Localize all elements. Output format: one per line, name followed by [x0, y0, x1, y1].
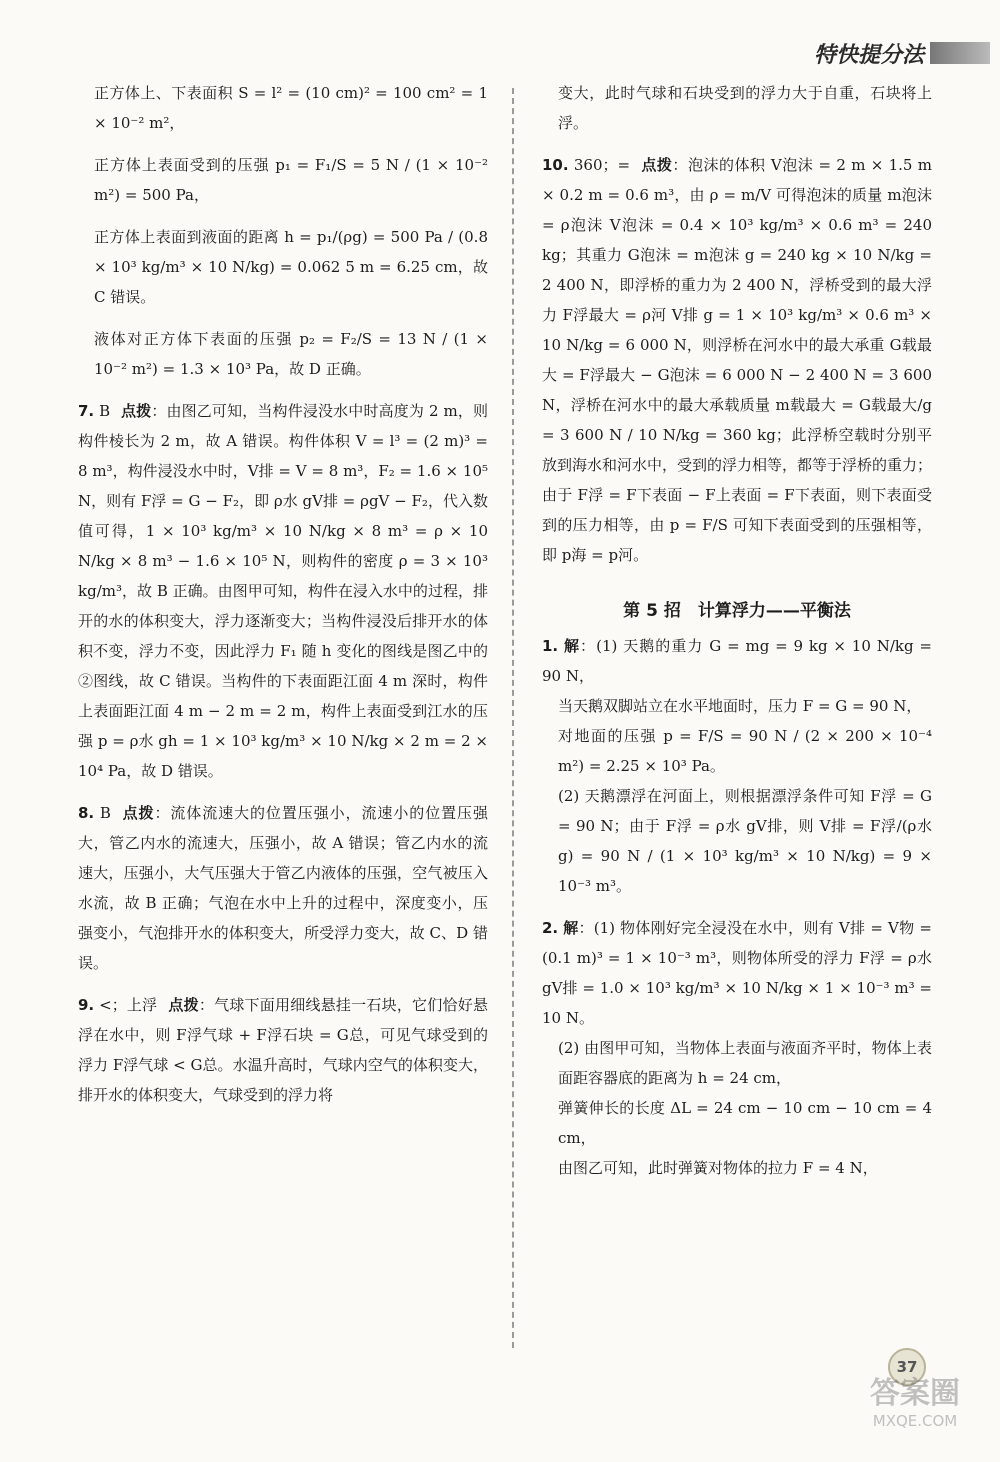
solution-1 — [542, 631, 932, 691]
question-7-answer: B — [99, 402, 111, 420]
brand-bar — [930, 42, 990, 64]
question-7-number: 7. — [78, 402, 95, 420]
question-7-tip: 点拨 — [121, 402, 152, 420]
question-8-text: ：流体流速大的位置压强小，流速小的位置压强大，管乙内水的流速大，压强小，故 A 错误；管乙内水的流速大，压强小，大气压强大于管乙内液体的压强，空气被压入水流，故 B 正确；气泡在水中上升的过程中，深度变小，压强变小，气泡排开水的体积变大，所受浮力变大，故 C、D 错误。 — [78, 804, 488, 972]
page-number-badge: 37 — [888, 1348, 926, 1386]
question-9-number: 9. — [78, 996, 95, 1014]
solution-2-line-3: 弹簧伸长的长度 ΔL = 24 cm − 10 cm − 10 cm = 4 cm， — [558, 1099, 932, 1147]
solution-1-line-4: (2) 天鹅漂浮在河面上，则根据漂浮条件可知 F浮 = G = 90 N；由于 F浮 = ρ水 gV排，则 V排 = F浮/(ρ水 g) = 90 N / (1 × 10³ kg/m³ × 10 N/kg) = 9 × 10⁻³ m³。 — [558, 787, 932, 895]
solution-2-line-2: (2) 由图甲可知，当物体上表面与液面齐平时，物体上表面距容器底的距离为 h = 24 cm， — [558, 1039, 932, 1087]
question-9-answer: <；上浮 — [99, 996, 158, 1014]
question-7 — [78, 396, 488, 786]
solution-1-label: 解 — [563, 637, 581, 655]
watermark-logo-small: MXQE.COM — [872, 1412, 958, 1430]
watermark-logo — [860, 1364, 970, 1434]
left-line-2: 正方体上表面受到的压强 p₁ = F₁/S = 5 N / (1 × 10⁻² m²) = 500 Pa， — [94, 156, 488, 204]
solution-1-line-3: 对地面的压强 p = F/S = 90 N / (2 × 200 × 10⁻⁴ m²) = 2.25 × 10³ Pa。 — [558, 727, 932, 775]
question-8-answer: B — [99, 804, 111, 822]
question-9 — [78, 990, 488, 1110]
question-9-continued: 变大，此时气球和石块受到的浮力大于自重，石块将上浮。 — [558, 84, 932, 132]
question-7-text: ：由图乙可知，当构件浸没水中时高度为 2 m，则构件棱长为 2 m，故 A 错误。构件体积 V = l³ = (2 m)³ = 8 m³，构件浸没水中时，V排 = V = 8 m³，F₂ = 1.6 × 10⁵ N，则有 F浮 = G − F₂，即 ρ水 gV排 = ρgV − F₂，代入数值可得，1 × 10³ kg/m³ × 10 N/kg × 8 m³ = ρ × 10 N/kg × 8 m³ − 1.6 × 10⁵ N，则构件的密度 ρ = 3 × 10³ kg/m³，故 B 正确。由图甲可知，构件在浸入水中的过程，排开的水的体积变大，浮力逐渐变大；当构件浸没后排开水的体积不变，浮力不变，因此浮力 F₁ 随 h 变化的图线是图乙中的②图线，故 C 错误。当构件的下表面距江面 4 m 深时，构件上表面距江面 4 m − 2 m = 2 m，构件上表面受到江水的压强 p = ρ水 gh = 1 × 10³ kg/m³ × 10 N/kg × 2 m = 2 × 10⁴ Pa，故 D 错误。 — [78, 402, 488, 780]
right-column — [542, 78, 932, 1183]
section-title: 第 5 招 计算浮力——平衡法 — [623, 601, 851, 621]
solution-2 — [542, 913, 932, 1033]
left-line-1: 正方体上、下表面积 S = l² = (10 cm)² = 100 cm² = 1 × 10⁻² m²， — [94, 84, 488, 132]
solution-2-label: 解 — [563, 919, 579, 937]
solution-2-part-1: ：(1) 物体刚好完全浸没在水中，则有 V排 = V物 = (0.1 m)³ = 1 × 10⁻³ m³，则物体所受的浮力 F浮 = ρ水 gV排 = 1.0 × 10³ kg/m³ × 10 N/kg × 1 × 10⁻³ m³ = 10 N。 — [542, 919, 932, 1027]
solution-2-number: 2. — [542, 919, 559, 937]
question-8 — [78, 798, 488, 978]
left-line-3: 正方体上表面到液面的距离 h = p₁/(ρg) = 500 Pa / (0.8 × 10³ kg/m³ × 10 N/kg) = 0.062 5 m = 6.25 cm，故 C 错误。 — [94, 228, 488, 306]
left-line-4: 液体对正方体下表面的压强 p₂ = F₂/S = 13 N / (1 × 10⁻² m²) = 1.3 × 10³ Pa，故 D 正确。 — [94, 330, 488, 378]
question-10-number: 10. — [542, 156, 569, 174]
solution-2-line-4: 由图乙可知，此时弹簧对物体的拉力 F = 4 N， — [558, 1159, 878, 1177]
left-column — [78, 78, 488, 1110]
solution-1-number: 1. — [542, 637, 559, 655]
question-8-number: 8. — [78, 804, 95, 822]
solution-1-line-2: 当天鹅双脚站立在水平地面时，压力 F = G = 90 N， — [558, 697, 922, 715]
question-9-tip: 点拨 — [168, 996, 199, 1014]
watermark-logo-big: 答案圈 — [870, 1376, 960, 1411]
brand-text: 特快提分法 — [813, 42, 924, 68]
question-10-tip: 点拨 — [641, 156, 673, 174]
question-10-answer: 360；= — [573, 156, 631, 174]
column-divider — [512, 88, 514, 1348]
question-9-text: ：气球下面用细线悬挂一石块，它们恰好悬浮在水中，则 F浮气球 + F浮石块 = G总，可见气球受到的浮力 F浮气球 < G总。水温升高时，气球内空气的体积变大，排开水的体积变大，气球受到的浮力将 — [78, 996, 488, 1104]
brand-header — [814, 38, 990, 68]
solution-1-part-1: ：(1) 天鹅的重力 G = mg = 9 kg × 10 N/kg = 90 N， — [542, 637, 932, 685]
question-10-text: ：泡沫的体积 V泡沫 = 2 m × 1.5 m × 0.2 m = 0.6 m³，由 ρ = m/V 可得泡沫的质量 m泡沫 = ρ泡沫 V泡沫 = 0.4 × 10³ kg/m³ × 0.6 m³ = 240 kg；其重力 G泡沫 = m泡沫 g = 240 kg × 10 N/kg = 2 400 N，即浮桥的重力为 2 400 N，浮桥受到的最大浮力 F浮最大 = ρ河 V排 g = 1 × 10³ kg/m³ × 0.6 m³ × 10 N/kg = 6 000 N，则浮桥在河水中的最大承重 G载最大 = F浮最大 − G泡沫 = 6 000 N − 2 400 N = 3 600 N，浮桥在河水中的最大承载质量 m载最大 = G载最大/g = 3 600 N / 10 N/kg = 360 kg；此浮桥空载时分别平放到海水和河水中，受到的浮力相等，都等于浮桥的重力；由于 F浮 = F下表面 − F上表面 = F下表面，则下表面受到的压力相等，由 p = F/S 可知下表面受到的压强相等，即 p海 = p河。 — [542, 156, 933, 564]
question-8-tip: 点拨 — [122, 804, 155, 822]
question-10 — [542, 150, 932, 570]
